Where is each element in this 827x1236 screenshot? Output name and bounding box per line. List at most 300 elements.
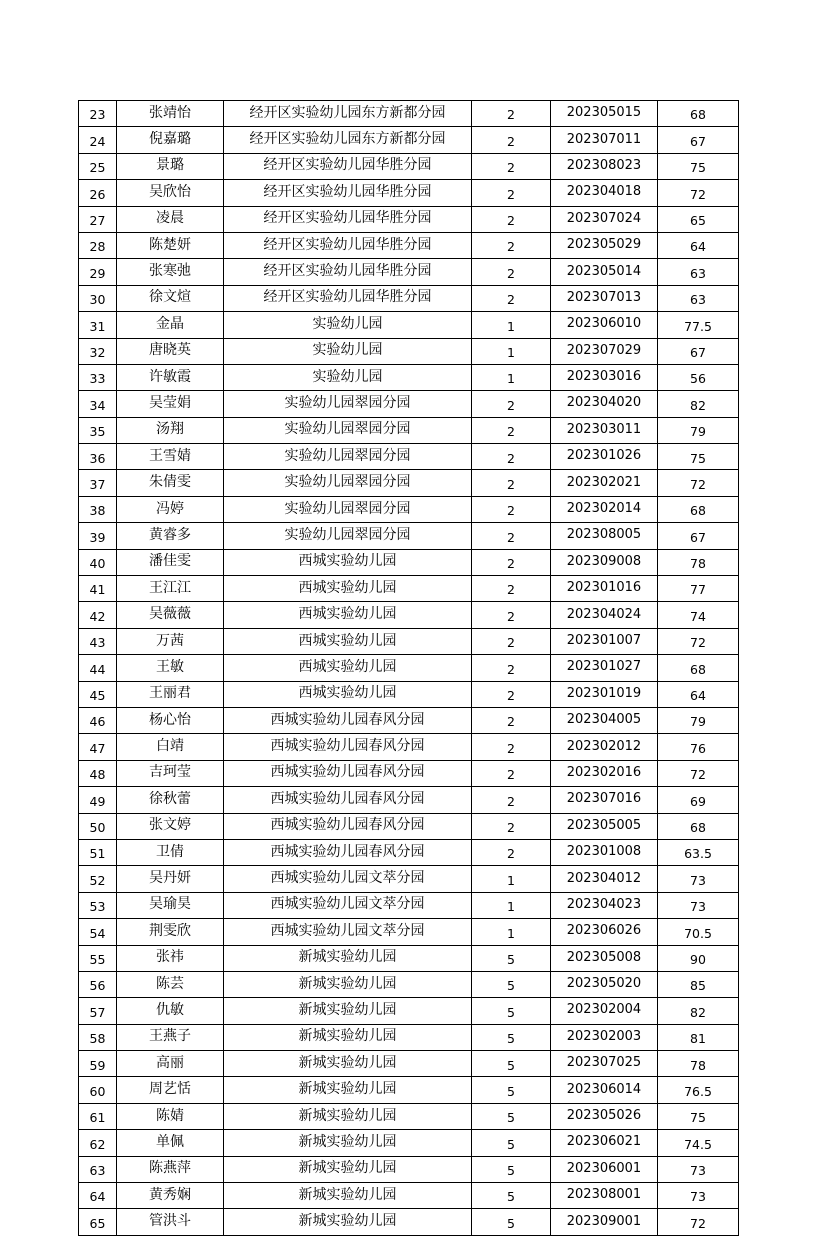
exam-number-cell: 202302012 [551, 734, 658, 760]
score-cell: 69 [658, 787, 739, 813]
table-row [79, 206, 739, 232]
table-row [79, 576, 739, 602]
candidate-name-cell: 黄秀娴 [117, 1183, 224, 1209]
positions-count-cell: 1 [472, 866, 551, 892]
kindergarten-name-cell: 西城实验幼儿园春风分园 [224, 813, 472, 839]
positions-count-cell: 2 [472, 232, 551, 258]
score-cell: 73 [658, 1156, 739, 1182]
row-number-cell: 56 [79, 971, 117, 997]
kindergarten-name-cell: 新城实验幼儿园 [224, 1156, 472, 1182]
exam-number-cell: 202304018 [551, 180, 658, 206]
row-number-cell: 54 [79, 919, 117, 945]
row-number-cell: 36 [79, 444, 117, 470]
table-row [79, 391, 739, 417]
positions-count-cell: 2 [472, 549, 551, 575]
table-row [79, 787, 739, 813]
kindergarten-name-cell: 实验幼儿园翠园分园 [224, 391, 472, 417]
candidate-name-cell: 陈燕萍 [117, 1156, 224, 1182]
candidate-name-cell: 万茜 [117, 628, 224, 654]
positions-count-cell: 5 [472, 998, 551, 1024]
table-row [79, 866, 739, 892]
table-row [79, 707, 739, 733]
candidate-name-cell: 汤翔 [117, 417, 224, 443]
exam-number-cell: 202307029 [551, 338, 658, 364]
row-number-cell: 24 [79, 127, 117, 153]
kindergarten-name-cell: 经开区实验幼儿园华胜分园 [224, 206, 472, 232]
kindergarten-name-cell: 新城实验幼儿园 [224, 1024, 472, 1050]
table-row [79, 1156, 739, 1182]
exam-number-cell: 202305005 [551, 813, 658, 839]
exam-number-cell: 202301019 [551, 681, 658, 707]
score-cell: 74 [658, 602, 739, 628]
exam-number-cell: 202305020 [551, 971, 658, 997]
table-row [79, 1209, 739, 1235]
results-table-body [79, 101, 739, 1236]
kindergarten-name-cell: 西城实验幼儿园春风分园 [224, 787, 472, 813]
kindergarten-name-cell: 西城实验幼儿园 [224, 655, 472, 681]
positions-count-cell: 2 [472, 391, 551, 417]
exam-number-cell: 202301007 [551, 628, 658, 654]
score-cell: 73 [658, 1183, 739, 1209]
candidate-name-cell: 吴莹娟 [117, 391, 224, 417]
candidate-name-cell: 张祎 [117, 945, 224, 971]
row-number-cell: 65 [79, 1209, 117, 1235]
row-number-cell: 26 [79, 180, 117, 206]
candidate-name-cell: 唐晓英 [117, 338, 224, 364]
kindergarten-name-cell: 新城实验幼儿园 [224, 1130, 472, 1156]
candidate-name-cell: 卫倩 [117, 839, 224, 865]
table-row [79, 496, 739, 522]
score-cell: 68 [658, 101, 739, 127]
candidate-name-cell: 张靖怡 [117, 101, 224, 127]
score-cell: 78 [658, 549, 739, 575]
positions-count-cell: 2 [472, 523, 551, 549]
positions-count-cell: 5 [472, 1024, 551, 1050]
kindergarten-name-cell: 西城实验幼儿园春风分园 [224, 760, 472, 786]
exam-number-cell: 202307011 [551, 127, 658, 153]
positions-count-cell: 5 [472, 945, 551, 971]
positions-count-cell: 2 [472, 496, 551, 522]
exam-number-cell: 202306026 [551, 919, 658, 945]
candidate-name-cell: 仇敏 [117, 998, 224, 1024]
candidate-name-cell: 陈楚妍 [117, 232, 224, 258]
score-cell: 67 [658, 523, 739, 549]
score-cell: 72 [658, 760, 739, 786]
row-number-cell: 55 [79, 945, 117, 971]
score-cell: 68 [658, 655, 739, 681]
exam-number-cell: 202301008 [551, 839, 658, 865]
table-row [79, 945, 739, 971]
kindergarten-name-cell: 新城实验幼儿园 [224, 945, 472, 971]
exam-number-cell: 202303011 [551, 417, 658, 443]
exam-number-cell: 202306001 [551, 1156, 658, 1182]
row-number-cell: 29 [79, 259, 117, 285]
row-number-cell: 57 [79, 998, 117, 1024]
candidate-name-cell: 许敏霞 [117, 364, 224, 390]
score-cell: 64 [658, 681, 739, 707]
kindergarten-name-cell: 新城实验幼儿园 [224, 1077, 472, 1103]
table-row [79, 364, 739, 390]
table-row [79, 734, 739, 760]
row-number-cell: 60 [79, 1077, 117, 1103]
exam-number-cell: 202309001 [551, 1209, 658, 1235]
positions-count-cell: 2 [472, 787, 551, 813]
row-number-cell: 40 [79, 549, 117, 575]
row-number-cell: 32 [79, 338, 117, 364]
table-row [79, 892, 739, 918]
positions-count-cell: 2 [472, 101, 551, 127]
positions-count-cell: 2 [472, 470, 551, 496]
candidate-name-cell: 吴丹妍 [117, 866, 224, 892]
table-row [79, 1183, 739, 1209]
row-number-cell: 47 [79, 734, 117, 760]
row-number-cell: 39 [79, 523, 117, 549]
table-row [79, 628, 739, 654]
positions-count-cell: 2 [472, 839, 551, 865]
table-row [79, 1103, 739, 1129]
exam-number-cell: 202303016 [551, 364, 658, 390]
row-number-cell: 44 [79, 655, 117, 681]
row-number-cell: 33 [79, 364, 117, 390]
candidate-name-cell: 张寒弛 [117, 259, 224, 285]
exam-number-cell: 202304012 [551, 866, 658, 892]
positions-count-cell: 1 [472, 364, 551, 390]
kindergarten-name-cell: 新城实验幼儿园 [224, 1051, 472, 1077]
score-cell: 75 [658, 444, 739, 470]
score-cell: 77 [658, 576, 739, 602]
positions-count-cell: 2 [472, 576, 551, 602]
score-cell: 85 [658, 971, 739, 997]
row-number-cell: 41 [79, 576, 117, 602]
exam-number-cell: 202305008 [551, 945, 658, 971]
candidate-name-cell: 景璐 [117, 153, 224, 179]
exam-number-cell: 202309008 [551, 549, 658, 575]
kindergarten-name-cell: 西城实验幼儿园 [224, 681, 472, 707]
positions-count-cell: 2 [472, 417, 551, 443]
positions-count-cell: 1 [472, 892, 551, 918]
exam-number-cell: 202306010 [551, 312, 658, 338]
row-number-cell: 48 [79, 760, 117, 786]
positions-count-cell: 2 [472, 681, 551, 707]
row-number-cell: 53 [79, 892, 117, 918]
row-number-cell: 31 [79, 312, 117, 338]
score-cell: 64 [658, 232, 739, 258]
kindergarten-name-cell: 实验幼儿园 [224, 338, 472, 364]
exam-number-cell: 202305029 [551, 232, 658, 258]
row-number-cell: 45 [79, 681, 117, 707]
table-row [79, 180, 739, 206]
table-row [79, 681, 739, 707]
kindergarten-name-cell: 实验幼儿园翠园分园 [224, 496, 472, 522]
exam-number-cell: 202306014 [551, 1077, 658, 1103]
score-cell: 67 [658, 127, 739, 153]
row-number-cell: 62 [79, 1130, 117, 1156]
positions-count-cell: 2 [472, 444, 551, 470]
exam-number-cell: 202307016 [551, 787, 658, 813]
exam-number-cell: 202304023 [551, 892, 658, 918]
kindergarten-name-cell: 西城实验幼儿园文萃分园 [224, 892, 472, 918]
exam-number-cell: 202308023 [551, 153, 658, 179]
score-cell: 79 [658, 707, 739, 733]
kindergarten-name-cell: 新城实验幼儿园 [224, 1103, 472, 1129]
row-number-cell: 35 [79, 417, 117, 443]
candidate-name-cell: 吴瑜昊 [117, 892, 224, 918]
exam-number-cell: 202307025 [551, 1051, 658, 1077]
score-cell: 75 [658, 1103, 739, 1129]
positions-count-cell: 5 [472, 1130, 551, 1156]
row-number-cell: 34 [79, 391, 117, 417]
candidate-name-cell: 凌晨 [117, 206, 224, 232]
table-row [79, 971, 739, 997]
candidate-name-cell: 王江江 [117, 576, 224, 602]
row-number-cell: 42 [79, 602, 117, 628]
table-row [79, 127, 739, 153]
table-row [79, 1077, 739, 1103]
table-row [79, 259, 739, 285]
candidate-name-cell: 王丽君 [117, 681, 224, 707]
row-number-cell: 51 [79, 839, 117, 865]
score-cell: 81 [658, 1024, 739, 1050]
positions-count-cell: 2 [472, 655, 551, 681]
candidate-name-cell: 吴薇薇 [117, 602, 224, 628]
kindergarten-name-cell: 新城实验幼儿园 [224, 1209, 472, 1235]
positions-count-cell: 2 [472, 707, 551, 733]
table-row [79, 839, 739, 865]
table-row [79, 312, 739, 338]
candidate-name-cell: 王燕子 [117, 1024, 224, 1050]
table-row [79, 417, 739, 443]
kindergarten-name-cell: 西城实验幼儿园文萃分园 [224, 866, 472, 892]
score-cell: 56 [658, 364, 739, 390]
score-cell: 76.5 [658, 1077, 739, 1103]
kindergarten-name-cell: 新城实验幼儿园 [224, 971, 472, 997]
row-number-cell: 49 [79, 787, 117, 813]
kindergarten-name-cell: 经开区实验幼儿园华胜分园 [224, 153, 472, 179]
candidate-name-cell: 荆雯欣 [117, 919, 224, 945]
table-row [79, 813, 739, 839]
candidate-name-cell: 陈芸 [117, 971, 224, 997]
candidate-name-cell: 王敏 [117, 655, 224, 681]
score-cell: 90 [658, 945, 739, 971]
score-cell: 77.5 [658, 312, 739, 338]
score-cell: 68 [658, 813, 739, 839]
exam-number-cell: 202302004 [551, 998, 658, 1024]
positions-count-cell: 5 [472, 1077, 551, 1103]
score-cell: 73 [658, 892, 739, 918]
table-row [79, 602, 739, 628]
kindergarten-name-cell: 经开区实验幼儿园华胜分园 [224, 259, 472, 285]
candidate-name-cell: 王雪婧 [117, 444, 224, 470]
positions-count-cell: 1 [472, 919, 551, 945]
kindergarten-name-cell: 经开区实验幼儿园东方新都分园 [224, 127, 472, 153]
row-number-cell: 50 [79, 813, 117, 839]
positions-count-cell: 5 [472, 1156, 551, 1182]
exam-number-cell: 202302014 [551, 496, 658, 522]
candidate-name-cell: 杨心怡 [117, 707, 224, 733]
positions-count-cell: 2 [472, 628, 551, 654]
exam-number-cell: 202308005 [551, 523, 658, 549]
row-number-cell: 52 [79, 866, 117, 892]
kindergarten-name-cell: 新城实验幼儿园 [224, 1183, 472, 1209]
candidate-name-cell: 冯婷 [117, 496, 224, 522]
table-row [79, 655, 739, 681]
exam-number-cell: 202307013 [551, 285, 658, 311]
exam-number-cell: 202301027 [551, 655, 658, 681]
positions-count-cell: 1 [472, 312, 551, 338]
exam-number-cell: 202305015 [551, 101, 658, 127]
row-number-cell: 46 [79, 707, 117, 733]
score-cell: 63 [658, 259, 739, 285]
kindergarten-name-cell: 经开区实验幼儿园华胜分园 [224, 180, 472, 206]
score-cell: 63.5 [658, 839, 739, 865]
exam-number-cell: 202304020 [551, 391, 658, 417]
table-row [79, 470, 739, 496]
positions-count-cell: 5 [472, 1183, 551, 1209]
table-row [79, 1024, 739, 1050]
score-cell: 67 [658, 338, 739, 364]
row-number-cell: 43 [79, 628, 117, 654]
positions-count-cell: 2 [472, 813, 551, 839]
table-row [79, 523, 739, 549]
score-cell: 63 [658, 285, 739, 311]
score-cell: 82 [658, 998, 739, 1024]
row-number-cell: 59 [79, 1051, 117, 1077]
positions-count-cell: 2 [472, 285, 551, 311]
score-cell: 73 [658, 866, 739, 892]
score-cell: 72 [658, 180, 739, 206]
positions-count-cell: 2 [472, 206, 551, 232]
table-row [79, 1130, 739, 1156]
candidate-name-cell: 徐文煊 [117, 285, 224, 311]
exam-number-cell: 202301026 [551, 444, 658, 470]
table-row [79, 998, 739, 1024]
score-cell: 79 [658, 417, 739, 443]
positions-count-cell: 5 [472, 1103, 551, 1129]
score-cell: 76 [658, 734, 739, 760]
row-number-cell: 30 [79, 285, 117, 311]
results-table [78, 100, 739, 1236]
candidate-name-cell: 朱倩雯 [117, 470, 224, 496]
exam-number-cell: 202304005 [551, 707, 658, 733]
kindergarten-name-cell: 西城实验幼儿园 [224, 549, 472, 575]
positions-count-cell: 2 [472, 259, 551, 285]
row-number-cell: 38 [79, 496, 117, 522]
candidate-name-cell: 徐秋蕾 [117, 787, 224, 813]
row-number-cell: 64 [79, 1183, 117, 1209]
exam-number-cell: 202305026 [551, 1103, 658, 1129]
score-cell: 72 [658, 628, 739, 654]
row-number-cell: 27 [79, 206, 117, 232]
candidate-name-cell: 陈婧 [117, 1103, 224, 1129]
kindergarten-name-cell: 实验幼儿园翠园分园 [224, 444, 472, 470]
kindergarten-name-cell: 新城实验幼儿园 [224, 998, 472, 1024]
kindergarten-name-cell: 经开区实验幼儿园东方新都分园 [224, 101, 472, 127]
positions-count-cell: 5 [472, 971, 551, 997]
positions-count-cell: 1 [472, 338, 551, 364]
exam-number-cell: 202306021 [551, 1130, 658, 1156]
score-cell: 70.5 [658, 919, 739, 945]
candidate-name-cell: 高丽 [117, 1051, 224, 1077]
candidate-name-cell: 张文婷 [117, 813, 224, 839]
candidate-name-cell: 倪嘉璐 [117, 127, 224, 153]
kindergarten-name-cell: 实验幼儿园 [224, 364, 472, 390]
candidate-name-cell: 吉珂莹 [117, 760, 224, 786]
table-row [79, 232, 739, 258]
candidate-name-cell: 潘佳雯 [117, 549, 224, 575]
positions-count-cell: 2 [472, 760, 551, 786]
table-row [79, 444, 739, 470]
kindergarten-name-cell: 实验幼儿园翠园分园 [224, 470, 472, 496]
candidate-name-cell: 周艺恬 [117, 1077, 224, 1103]
kindergarten-name-cell: 经开区实验幼儿园华胜分园 [224, 285, 472, 311]
kindergarten-name-cell: 西城实验幼儿园春风分园 [224, 707, 472, 733]
table-row [79, 549, 739, 575]
table-row [79, 153, 739, 179]
kindergarten-name-cell: 西城实验幼儿园春风分园 [224, 734, 472, 760]
positions-count-cell: 5 [472, 1209, 551, 1235]
row-number-cell: 58 [79, 1024, 117, 1050]
score-cell: 82 [658, 391, 739, 417]
kindergarten-name-cell: 经开区实验幼儿园华胜分园 [224, 232, 472, 258]
exam-number-cell: 202302021 [551, 470, 658, 496]
row-number-cell: 61 [79, 1103, 117, 1129]
candidate-name-cell: 管洪斗 [117, 1209, 224, 1235]
exam-number-cell: 202308001 [551, 1183, 658, 1209]
row-number-cell: 25 [79, 153, 117, 179]
kindergarten-name-cell: 西城实验幼儿园 [224, 602, 472, 628]
kindergarten-name-cell: 实验幼儿园翠园分园 [224, 523, 472, 549]
positions-count-cell: 2 [472, 602, 551, 628]
row-number-cell: 63 [79, 1156, 117, 1182]
kindergarten-name-cell: 实验幼儿园翠园分园 [224, 417, 472, 443]
kindergarten-name-cell: 西城实验幼儿园 [224, 628, 472, 654]
candidate-name-cell: 金晶 [117, 312, 224, 338]
exam-number-cell: 202302003 [551, 1024, 658, 1050]
score-cell: 68 [658, 496, 739, 522]
row-number-cell: 37 [79, 470, 117, 496]
score-cell: 75 [658, 153, 739, 179]
score-cell: 72 [658, 1209, 739, 1235]
exam-number-cell: 202304024 [551, 602, 658, 628]
table-row [79, 919, 739, 945]
score-cell: 74.5 [658, 1130, 739, 1156]
exam-number-cell: 202302016 [551, 760, 658, 786]
kindergarten-name-cell: 西城实验幼儿园春风分园 [224, 839, 472, 865]
positions-count-cell: 2 [472, 127, 551, 153]
kindergarten-name-cell: 西城实验幼儿园 [224, 576, 472, 602]
candidate-name-cell: 白靖 [117, 734, 224, 760]
score-cell: 72 [658, 470, 739, 496]
row-number-cell: 28 [79, 232, 117, 258]
positions-count-cell: 2 [472, 180, 551, 206]
score-cell: 65 [658, 206, 739, 232]
table-row [79, 1051, 739, 1077]
table-row [79, 101, 739, 127]
exam-number-cell: 202301016 [551, 576, 658, 602]
kindergarten-name-cell: 实验幼儿园 [224, 312, 472, 338]
kindergarten-name-cell: 西城实验幼儿园文萃分园 [224, 919, 472, 945]
exam-number-cell: 202307024 [551, 206, 658, 232]
score-cell: 78 [658, 1051, 739, 1077]
candidate-name-cell: 黄睿多 [117, 523, 224, 549]
table-row [79, 338, 739, 364]
table-row [79, 285, 739, 311]
positions-count-cell: 2 [472, 734, 551, 760]
row-number-cell: 23 [79, 101, 117, 127]
candidate-name-cell: 单佩 [117, 1130, 224, 1156]
exam-number-cell: 202305014 [551, 259, 658, 285]
table-row [79, 760, 739, 786]
